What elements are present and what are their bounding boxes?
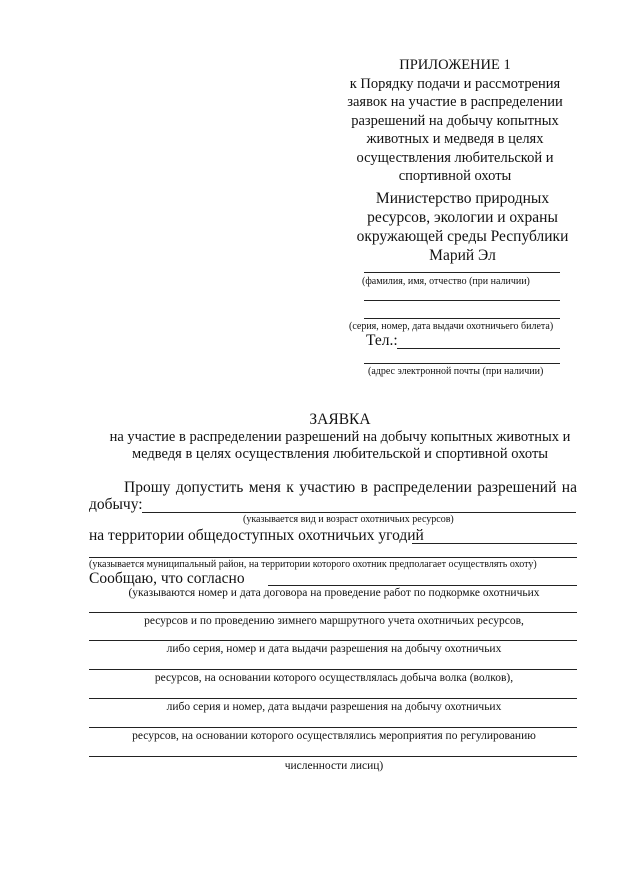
inform-label: Сообщаю, что согласно [89,570,245,587]
contract-hint: численности лисиц) [284,760,384,772]
email-field[interactable] [364,363,560,364]
appendix-block [330,56,580,186]
contract-hint: ресурсов и по проведению зимнего маршрутного учета охотничьих ресурсов, [144,615,524,627]
contract-hint: ресурсов, на основании которого осуществлялась добыча волка (волков), [154,672,514,684]
contract-field-line[interactable] [89,727,577,728]
contract-hint: (указываются номер и дата договора на проведение работ по подкормке охотничьих [128,587,540,599]
applicant-name-field-2[interactable] [364,300,560,301]
contract-field[interactable] [268,585,577,586]
resource-hint: (указывается вид и возраст охотничьих ресурсов) [243,514,454,525]
email-hint: (адрес электронной почты (при наличии) [368,366,544,377]
contract-field-line[interactable] [89,640,577,641]
addressee-block [345,189,580,265]
document-subtitle-line-2: медведя в целях осуществления любительской и спортивной охоты [131,446,549,462]
addressee-line: ресурсов, экологии и охраны [367,209,558,226]
appendix-line: разрешений на добычу копытных [351,112,559,129]
applicant-name-field[interactable] [364,272,560,273]
applicant-name-hint: (фамилия, имя, отчество (при наличии) [362,276,530,287]
contract-field-line[interactable] [89,698,577,699]
hunting-ticket-hint: (серия, номер, дата выдачи охотничьего билета) [349,321,554,332]
request-text-line-2: добычу: [89,496,143,513]
resource-field[interactable] [142,512,576,513]
contract-field-line[interactable] [89,756,577,757]
contract-hint: ресурсов, на основании которого осуществлялись мероприятия по регулированию [132,730,536,742]
appendix-line: заявок на участие в распределении [347,94,563,110]
territory-field[interactable] [412,543,577,544]
document-title: ЗАЯВКА [309,411,371,428]
addressee-line: Министерство природных [375,190,550,207]
appendix-line: осуществления любительской и [356,149,554,166]
addressee-line: Марий Эл [429,247,496,264]
hunting-ticket-field[interactable] [364,318,560,319]
contract-field-line[interactable] [89,612,577,613]
contract-field-line[interactable] [89,669,577,670]
contract-hint: либо серия, номер и дата выдачи разрешения на добычу охотничьих [166,643,502,655]
addressee-line: окружающей среды Республики [356,228,569,245]
appendix-line: животных и медведя в целях [366,131,544,147]
appendix-line: к Порядку подачи и рассмотрения [349,75,561,92]
district-field[interactable] [89,557,577,558]
territory-label: на территории общедоступных охотничьих угодий [89,527,424,544]
request-text-line-1: Прошу допустить меня к участию в распределении разрешений на [124,479,577,496]
phone-field[interactable] [397,348,560,349]
district-hint: (указывается муниципальный район, на территории которого охотник предполагает осуществлять охоту) [89,559,537,570]
appendix-title: ПРИЛОЖЕНИЕ 1 [399,57,511,73]
appendix-line: спортивной охоты [398,168,512,184]
document-subtitle-line-1: на участие в распределении разрешений на добычу копытных животных и [109,429,571,445]
phone-label: Тел.: [366,332,398,349]
contract-hint: либо серия и номер, дата выдачи разрешения на добычу охотничьих [166,701,502,713]
